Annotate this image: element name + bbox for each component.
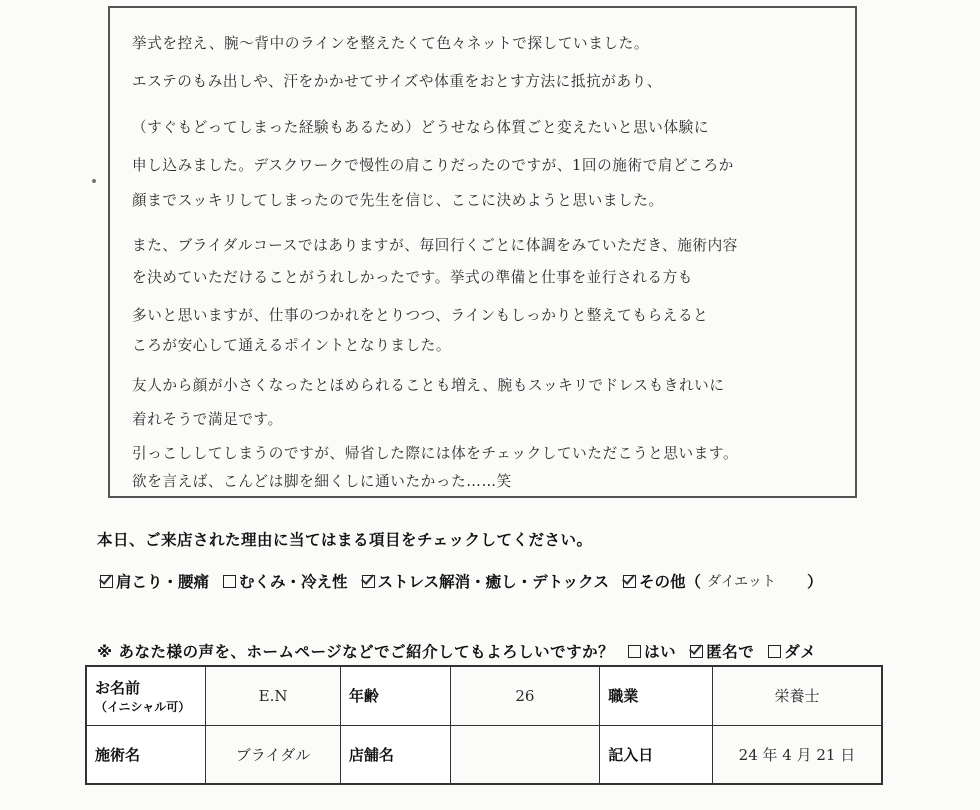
comment-line: ころが安心して通えるポイントとなりました。 — [132, 337, 452, 354]
name-label-cell — [86, 666, 206, 725]
reason-swelling[interactable] — [223, 570, 348, 592]
checkbox-checked-icon[interactable] — [362, 575, 375, 588]
info-table — [85, 665, 883, 785]
name-label: お名前 — [95, 678, 141, 697]
comment-line: 申し込みました。デスクワークで慢性の肩こりだったのですが、1回の施術で肩どころか — [132, 157, 734, 174]
checkbox-checked-icon[interactable] — [100, 575, 113, 588]
name-sub-label: （イニシャル可） — [95, 699, 191, 714]
other-value: ダイエット — [706, 574, 776, 590]
reason-stress[interactable] — [362, 570, 609, 592]
date-label: 記入日 — [600, 725, 713, 784]
other-close-paren: ） — [806, 573, 823, 591]
comment-line: （すぐもどってしまった経験もあるため）どうせなら体質ごと変えたいと思い体験に — [132, 119, 710, 136]
reason-question: 本日、ご来店された理由に当てはまる項目をチェックしてください。 — [97, 531, 593, 549]
checkbox-icon[interactable] — [628, 645, 641, 658]
date-value[interactable]: 24 年 4 月 21 日 — [712, 725, 882, 784]
comment-line: 顔までスッキリしてしまったので先生を信じ、ここに決めようと思いました。 — [132, 192, 664, 209]
publish-option-label: ダメ — [784, 643, 817, 661]
comment-line: 多いと思いますが、仕事のつかれをとりつつ、ラインもしっかりと整えてもらえると — [132, 307, 709, 324]
reason-checklist — [100, 568, 837, 594]
job-value[interactable]: 栄養士 — [712, 666, 882, 725]
publish-consent — [97, 640, 816, 662]
comment-line: を決めていただけることがうれしかったです。挙式の準備と仕事を並行される方も — [132, 269, 694, 286]
scan-speck — [92, 179, 96, 183]
other-open-paren: （ — [685, 573, 701, 591]
reason-label: ストレス解消・癒し・デトックス — [377, 573, 609, 591]
age-value[interactable]: 26 — [450, 666, 600, 725]
comment-line: また、ブライダルコースではありますが、毎回行くごとに体調をみていただき、施術内容 — [132, 237, 739, 254]
age-label: 年齢 — [340, 666, 450, 725]
reason-label: その他 — [638, 573, 686, 591]
store-value[interactable] — [450, 725, 600, 784]
comment-line: 欲を言えば、こんどは脚を細くしに通いたかった……笑 — [132, 473, 512, 490]
comment-line: 友人から顔が小さくなったとほめられることも増え、腕もスッキリでドレスもきれいに — [132, 377, 725, 394]
publish-option-label: 匿名で — [706, 643, 755, 661]
table-row — [86, 666, 882, 725]
publish-option-no[interactable] — [768, 640, 816, 662]
reason-label: 肩こり・腰痛 — [116, 573, 210, 591]
comment-line: 着れそうで満足です。 — [132, 411, 283, 428]
comment-line: 引っこししてしまうのですが、帰省した際には体をチェックしていただこうと思います。 — [132, 445, 739, 462]
treatment-label: 施術名 — [86, 725, 206, 784]
checkbox-checked-icon[interactable] — [690, 645, 703, 658]
publish-option-anonymous[interactable] — [690, 640, 754, 662]
reason-label: むくみ・冷え性 — [239, 573, 348, 591]
comment-line: エステのもみ出しや、汗をかかせてサイズや体重をおとす方法に抵抗があり、 — [132, 73, 663, 90]
reason-other[interactable] — [623, 570, 823, 592]
store-label: 店舗名 — [340, 725, 450, 784]
comment-line: 挙式を控え、腕～背中のラインを整えたくて色々ネットで探していました。 — [132, 35, 650, 52]
comment-box — [108, 6, 857, 498]
name-value[interactable]: E.N — [206, 666, 341, 725]
reason-shoulder[interactable] — [100, 570, 209, 592]
publish-option-yes[interactable] — [628, 640, 676, 662]
checkbox-icon[interactable] — [223, 575, 236, 588]
table-row — [86, 725, 882, 784]
treatment-value[interactable]: ブライダル — [206, 725, 341, 784]
checkbox-icon[interactable] — [768, 645, 781, 658]
publish-option-label: はい — [644, 643, 677, 661]
job-label: 職業 — [600, 666, 713, 725]
publish-question: ※ あなた様の声を、ホームページなどでご紹介してもよろしいですか？ — [97, 643, 615, 661]
checkbox-checked-icon[interactable] — [623, 575, 636, 588]
